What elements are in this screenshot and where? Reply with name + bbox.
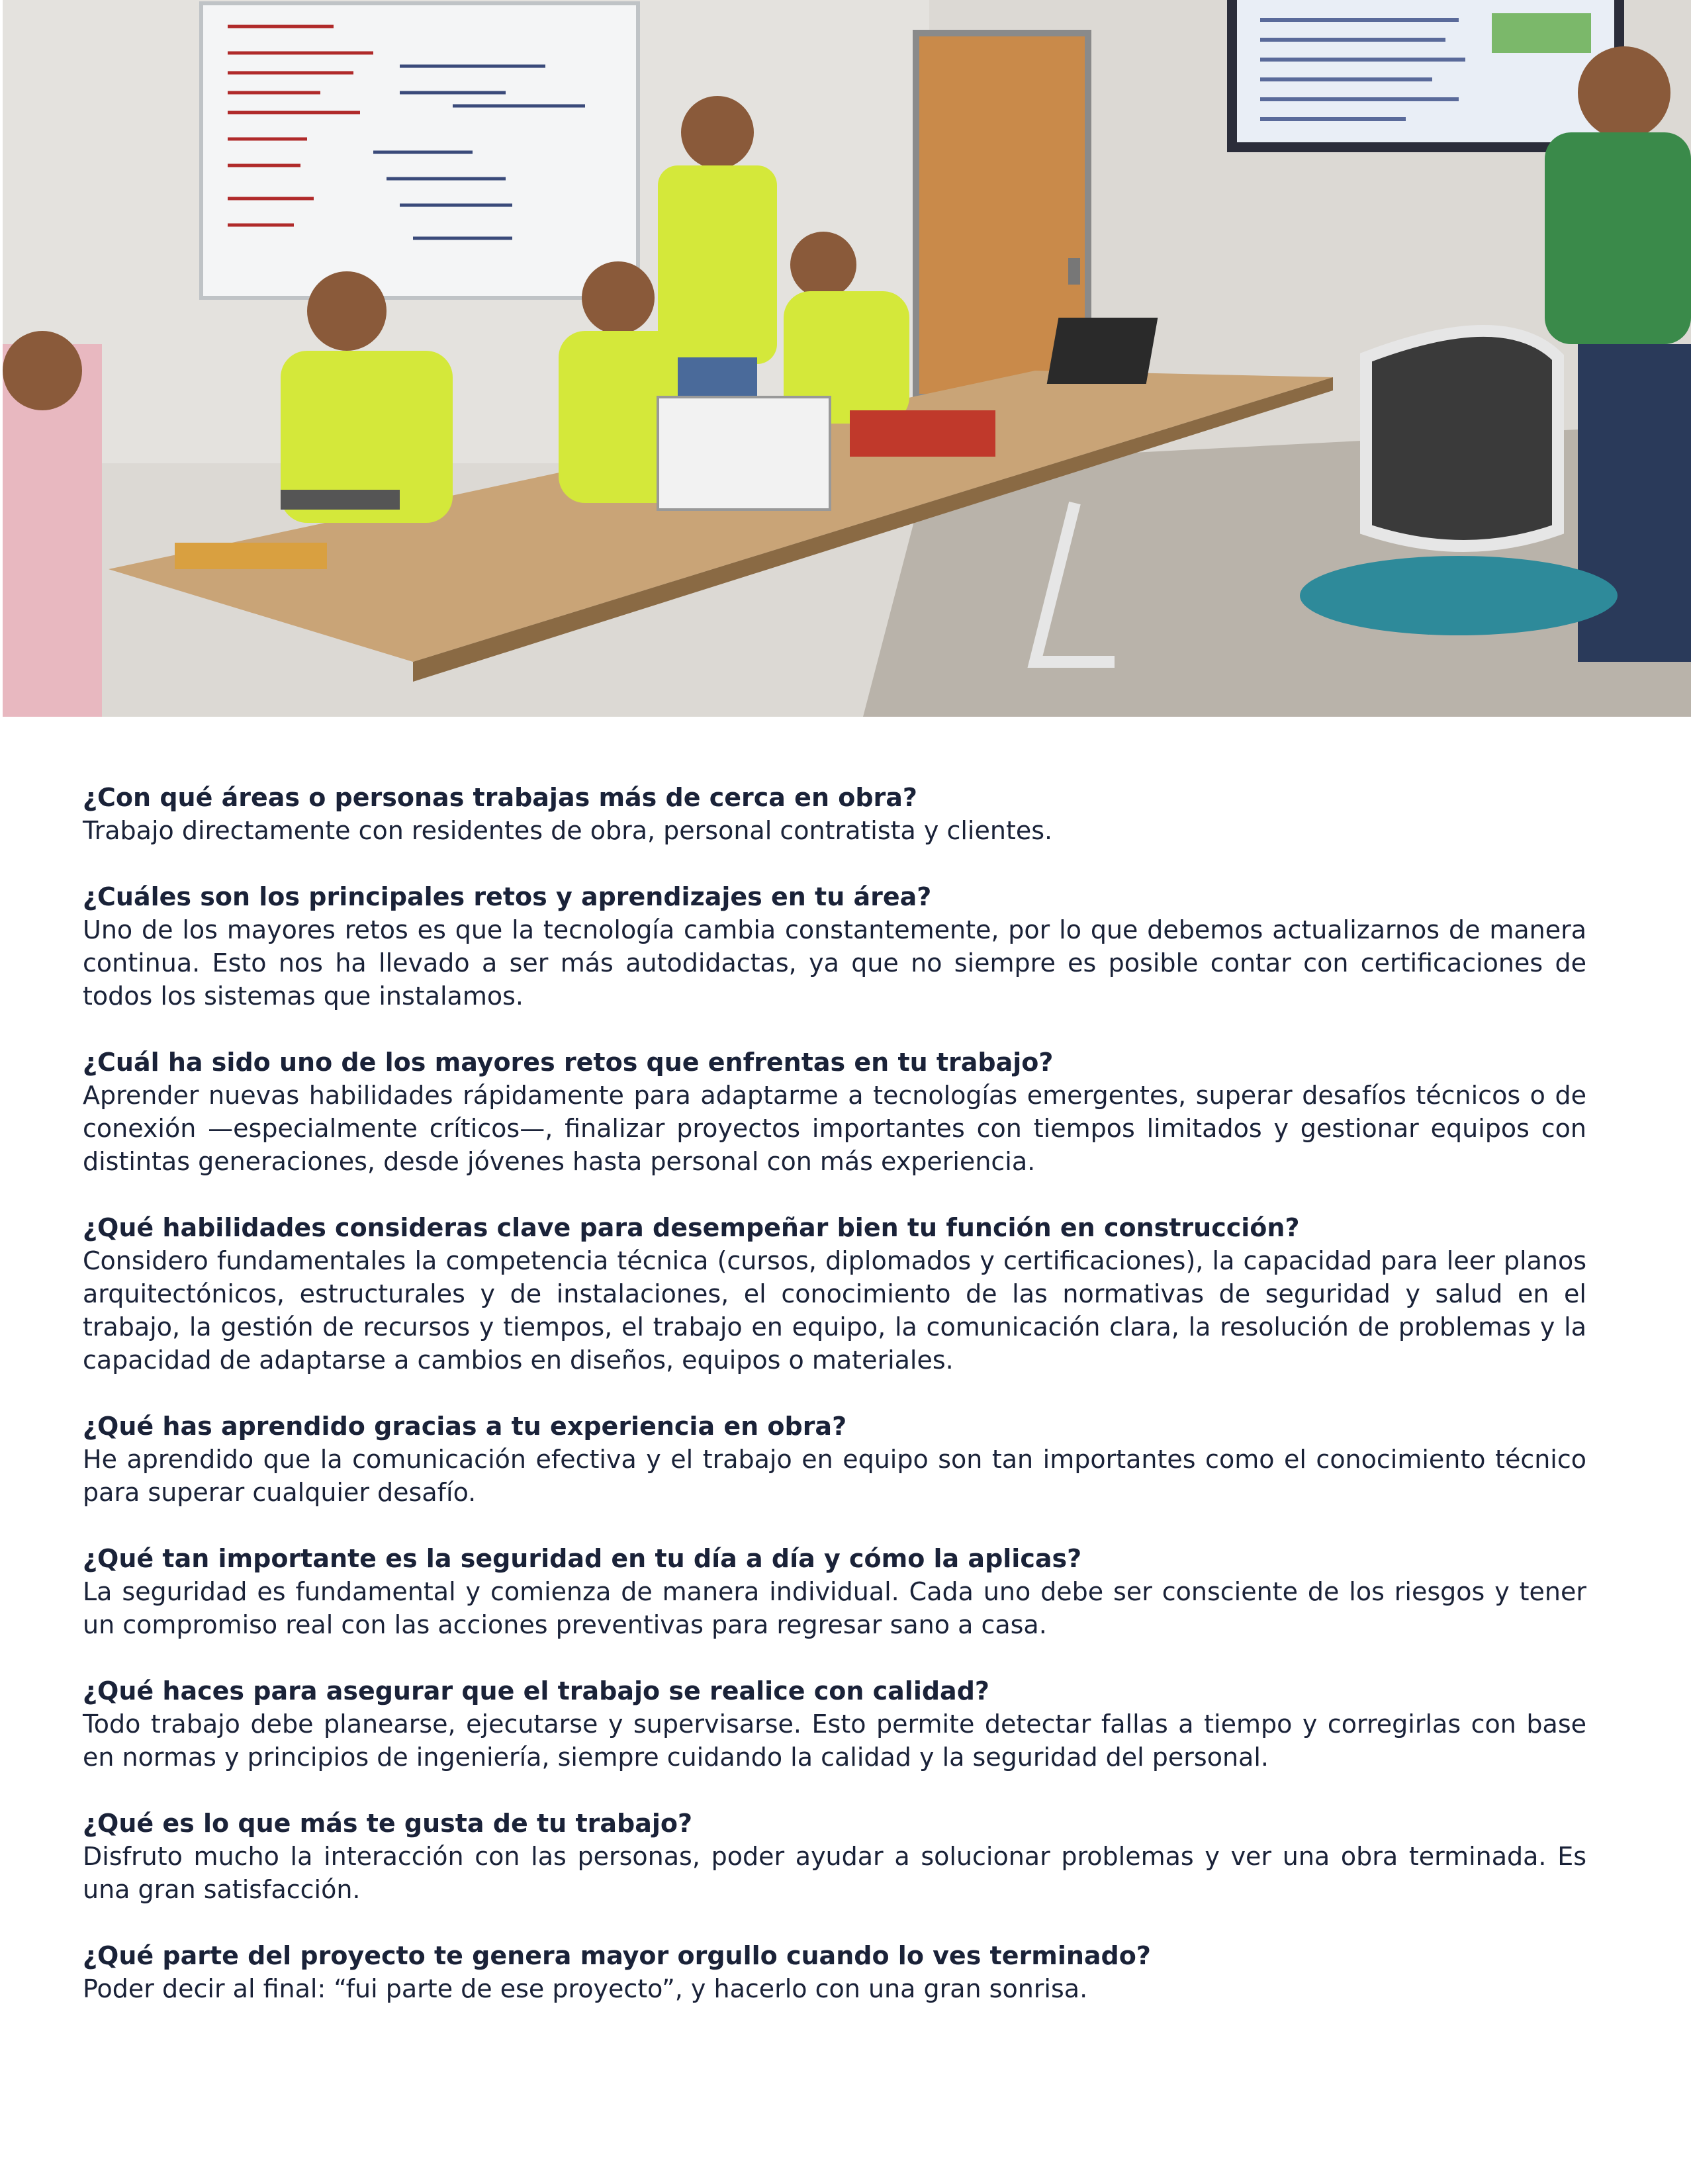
presentation-screen <box>1227 0 1624 152</box>
answer: Aprender nuevas habilidades rápidamente para adaptarme a tecnologías emergentes, superar desafíos técnicos o de conexión —especialmente críticos—, finalizar proyectos importantes con tiempos limitados y gestionar equipos con distintas generaciones, desde jóvenes hasta personal con más experiencia. <box>83 1081 1586 1176</box>
answer: Poder decir al final: “fui parte de ese proyecto”, y hacerlo con una gran sonrisa. <box>83 1974 1088 2003</box>
question: ¿Cuáles son los principales retos y aprendizajes en tu área? <box>83 882 932 911</box>
question: ¿Qué tan importante es la seguridad en tu día a día y cómo la aplicas? <box>83 1544 1082 1573</box>
question: ¿Qué parte del proyecto te genera mayor orgullo cuando lo ves terminado? <box>83 1941 1151 1970</box>
qa-item <box>83 1542 1586 1641</box>
qa-item <box>83 1410 1586 1509</box>
answer: Uno de los mayores retos es que la tecnología cambia constantemente, por lo que debemos actualizarnos de manera continua. Esto nos ha llevado a ser más autodidactas, ya que no siempre es posible contar con certificaciones de todos los sistemas que instalamos. <box>83 915 1586 1011</box>
meeting-photo <box>3 0 1691 717</box>
question: ¿Qué habilidades consideras clave para desempeñar bien tu función en construcción? <box>83 1213 1300 1242</box>
whiteboard <box>201 3 638 298</box>
qa-item <box>83 1211 1586 1377</box>
qa-item <box>83 1046 1586 1178</box>
question: ¿Con qué áreas o personas trabajas más de cerca en obra? <box>83 783 917 812</box>
qa-item <box>83 1674 1586 1774</box>
answer: La seguridad es fundamental y comienza de manera individual. Cada uno debe ser consciente de los riesgos y tener un compromiso real con las acciones preventivas para regresar sano a casa. <box>83 1577 1586 1639</box>
question: ¿Qué es lo que más te gusta de tu trabajo? <box>83 1809 693 1838</box>
qa-item <box>83 781 1586 847</box>
qa-item <box>83 1939 1586 2005</box>
answer: He aprendido que la comunicación efectiva y el trabajo en equipo son tan importantes como el conocimiento técnico para superar cualquier desafío. <box>83 1445 1586 1507</box>
qa-item <box>83 1807 1586 1906</box>
answer: Trabajo directamente con residentes de obra, personal contratista y clientes. <box>83 816 1053 845</box>
question: ¿Qué has aprendido gracias a tu experiencia en obra? <box>83 1412 847 1441</box>
answer: Todo trabajo debe planearse, ejecutarse y supervisarse. Esto permite detectar fallas a tiempo y corregirlas con base en normas y principios de ingeniería, siempre cuidando la calidad y la seguridad del personal. <box>83 1709 1586 1772</box>
question: ¿Qué haces para asegurar que el trabajo se realice con calidad? <box>83 1676 989 1706</box>
meeting-room-illustration <box>3 0 1691 717</box>
qa-item <box>83 880 1586 1013</box>
answer: Considero fundamentales la competencia técnica (cursos, diplomados y certificaciones), la capacidad para leer planos arquitectónicos, estructurales y de instalaciones, el conocimiento de las normativas de seguridad y salud en el trabajo, la gestión de recursos y tiempos, el trabajo en equipo, la comunicación clara, la resolución de problemas y la capacidad de adaptarse a cambios en diseños, equipos o materiales. <box>83 1246 1586 1375</box>
question: ¿Cuál ha sido uno de los mayores retos que enfrentas en tu trabajo? <box>83 1048 1054 1077</box>
answer: Disfruto mucho la interacción con las personas, poder ayudar a solucionar problemas y ver una obra terminada. Es una gran satisfacción. <box>83 1842 1586 1904</box>
interview-qa-list <box>83 781 1586 2038</box>
